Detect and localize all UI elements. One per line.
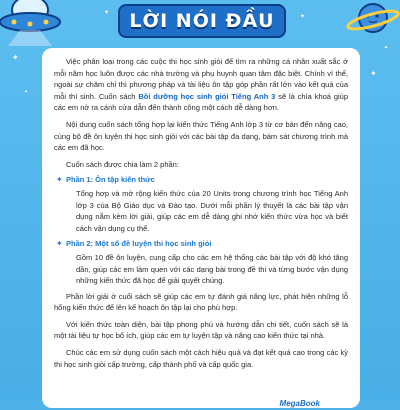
ufo-icon — [0, 0, 62, 46]
page-title: LỜI NÓI ĐẦU — [129, 10, 275, 32]
paragraph-summary: Với kiến thức toàn diện, bài tập phong phú và hướng dẫn chi tiết, cuốn sách sẽ là một tài liệu tự học bổ ích, giúp các em tự luyện tập và nâng cao kiến thức tại nhà. — [54, 319, 348, 341]
part-1-body: Tổng hợp và mở rộng kiến thức của 20 Units trong chương trình học Tiếng Anh lớp 3 của Bộ Giáo dục và Đào tạo. Dưới mỗi phần lý thuyết là các bài tập vận dụng nắm kèm lời giải, giúp các em dễ dàng ghi nhớ kiến thức vừa học và biết cách vận dụng cụ thể. — [76, 188, 348, 233]
star-decoration: ✦ — [12, 53, 19, 62]
paragraph-answers: Phần lời giải ở cuối sách sẽ giúp các em tự đánh giá năng lực, phát hiện những lỗ hổng kiến thức để lên kế hoạch ôn tập lại cho phù hợp. — [54, 291, 348, 313]
part-1-heading — [56, 174, 348, 186]
title-banner — [118, 4, 286, 38]
paragraph-text: sẽ là chìa khoá giúp các em nở ra cánh cửa dẫn đến thành công một cách dễ dàng hơn. — [54, 91, 349, 113]
part-2-title: Phần 2: Một số đề luyện thi học sinh giỏi — [66, 239, 212, 249]
book-title-highlight: Bồi dưỡng học sinh giỏi Tiếng Anh 3 — [138, 91, 276, 101]
signature: MegaBook — [279, 399, 320, 409]
star-decoration: ✦ — [384, 45, 389, 51]
planet-icon — [345, 0, 400, 42]
star-decoration: ✦ — [370, 69, 377, 78]
paragraph-text: Việc phân loại trong các cuộc thi học sinh giỏi để tìm ra những cá nhân xuất sắc ở mỗi năm học luôn được các nhà trường và phụ huynh quan tâm đặc biệt. Chính vì thế, ngoài sự chăm chỉ thì phương pháp và tài liệu ôn tập góp phần rất lớn vào kết quả của mỗi thí sinh. Cuốn sách — [54, 57, 348, 101]
paragraph-intro — [54, 56, 348, 114]
paragraph-parts-intro: Cuốn sách được chia làm 2 phần: — [66, 159, 179, 169]
content-card — [42, 48, 360, 408]
part-1-title: Phần 1: Ôn tập kiến thức — [66, 175, 155, 185]
star-decoration: ✦ — [104, 10, 110, 16]
part-2-body: Gồm 10 đề ôn luyện, cung cấp cho các em hệ thống các bài tập với độ khó tăng dần, giúp các em làm quen với các dạng bài trong đề thi và từng bước vận dụng những kiến thức đã học để giải quyết chúng. — [76, 252, 348, 286]
part-2-heading — [56, 238, 348, 250]
star-bullet-icon: ✦ — [56, 239, 63, 249]
paragraph-wishes: Chúc các em sử dụng cuốn sách một cách hiệu quả và đạt kết quả cao trong các kỳ thi học sinh giỏi cấp trường, cấp thành phố và cấp quốc gia. — [54, 348, 348, 369]
paragraph-content: Nội dung cuốn sách tổng hợp lại kiến thức Tiếng Anh lớp 3 từ cơ bản đến nâng cao, cùng bộ đề ôn luyện thi học sinh giỏi với các bài tập đa dạng, bám sát chương trình mà các em đã học. — [54, 119, 348, 153]
star-decoration: ✦ — [300, 14, 306, 20]
star-decoration: ✦ — [24, 89, 29, 95]
star-bullet-icon: ✦ — [56, 175, 63, 185]
